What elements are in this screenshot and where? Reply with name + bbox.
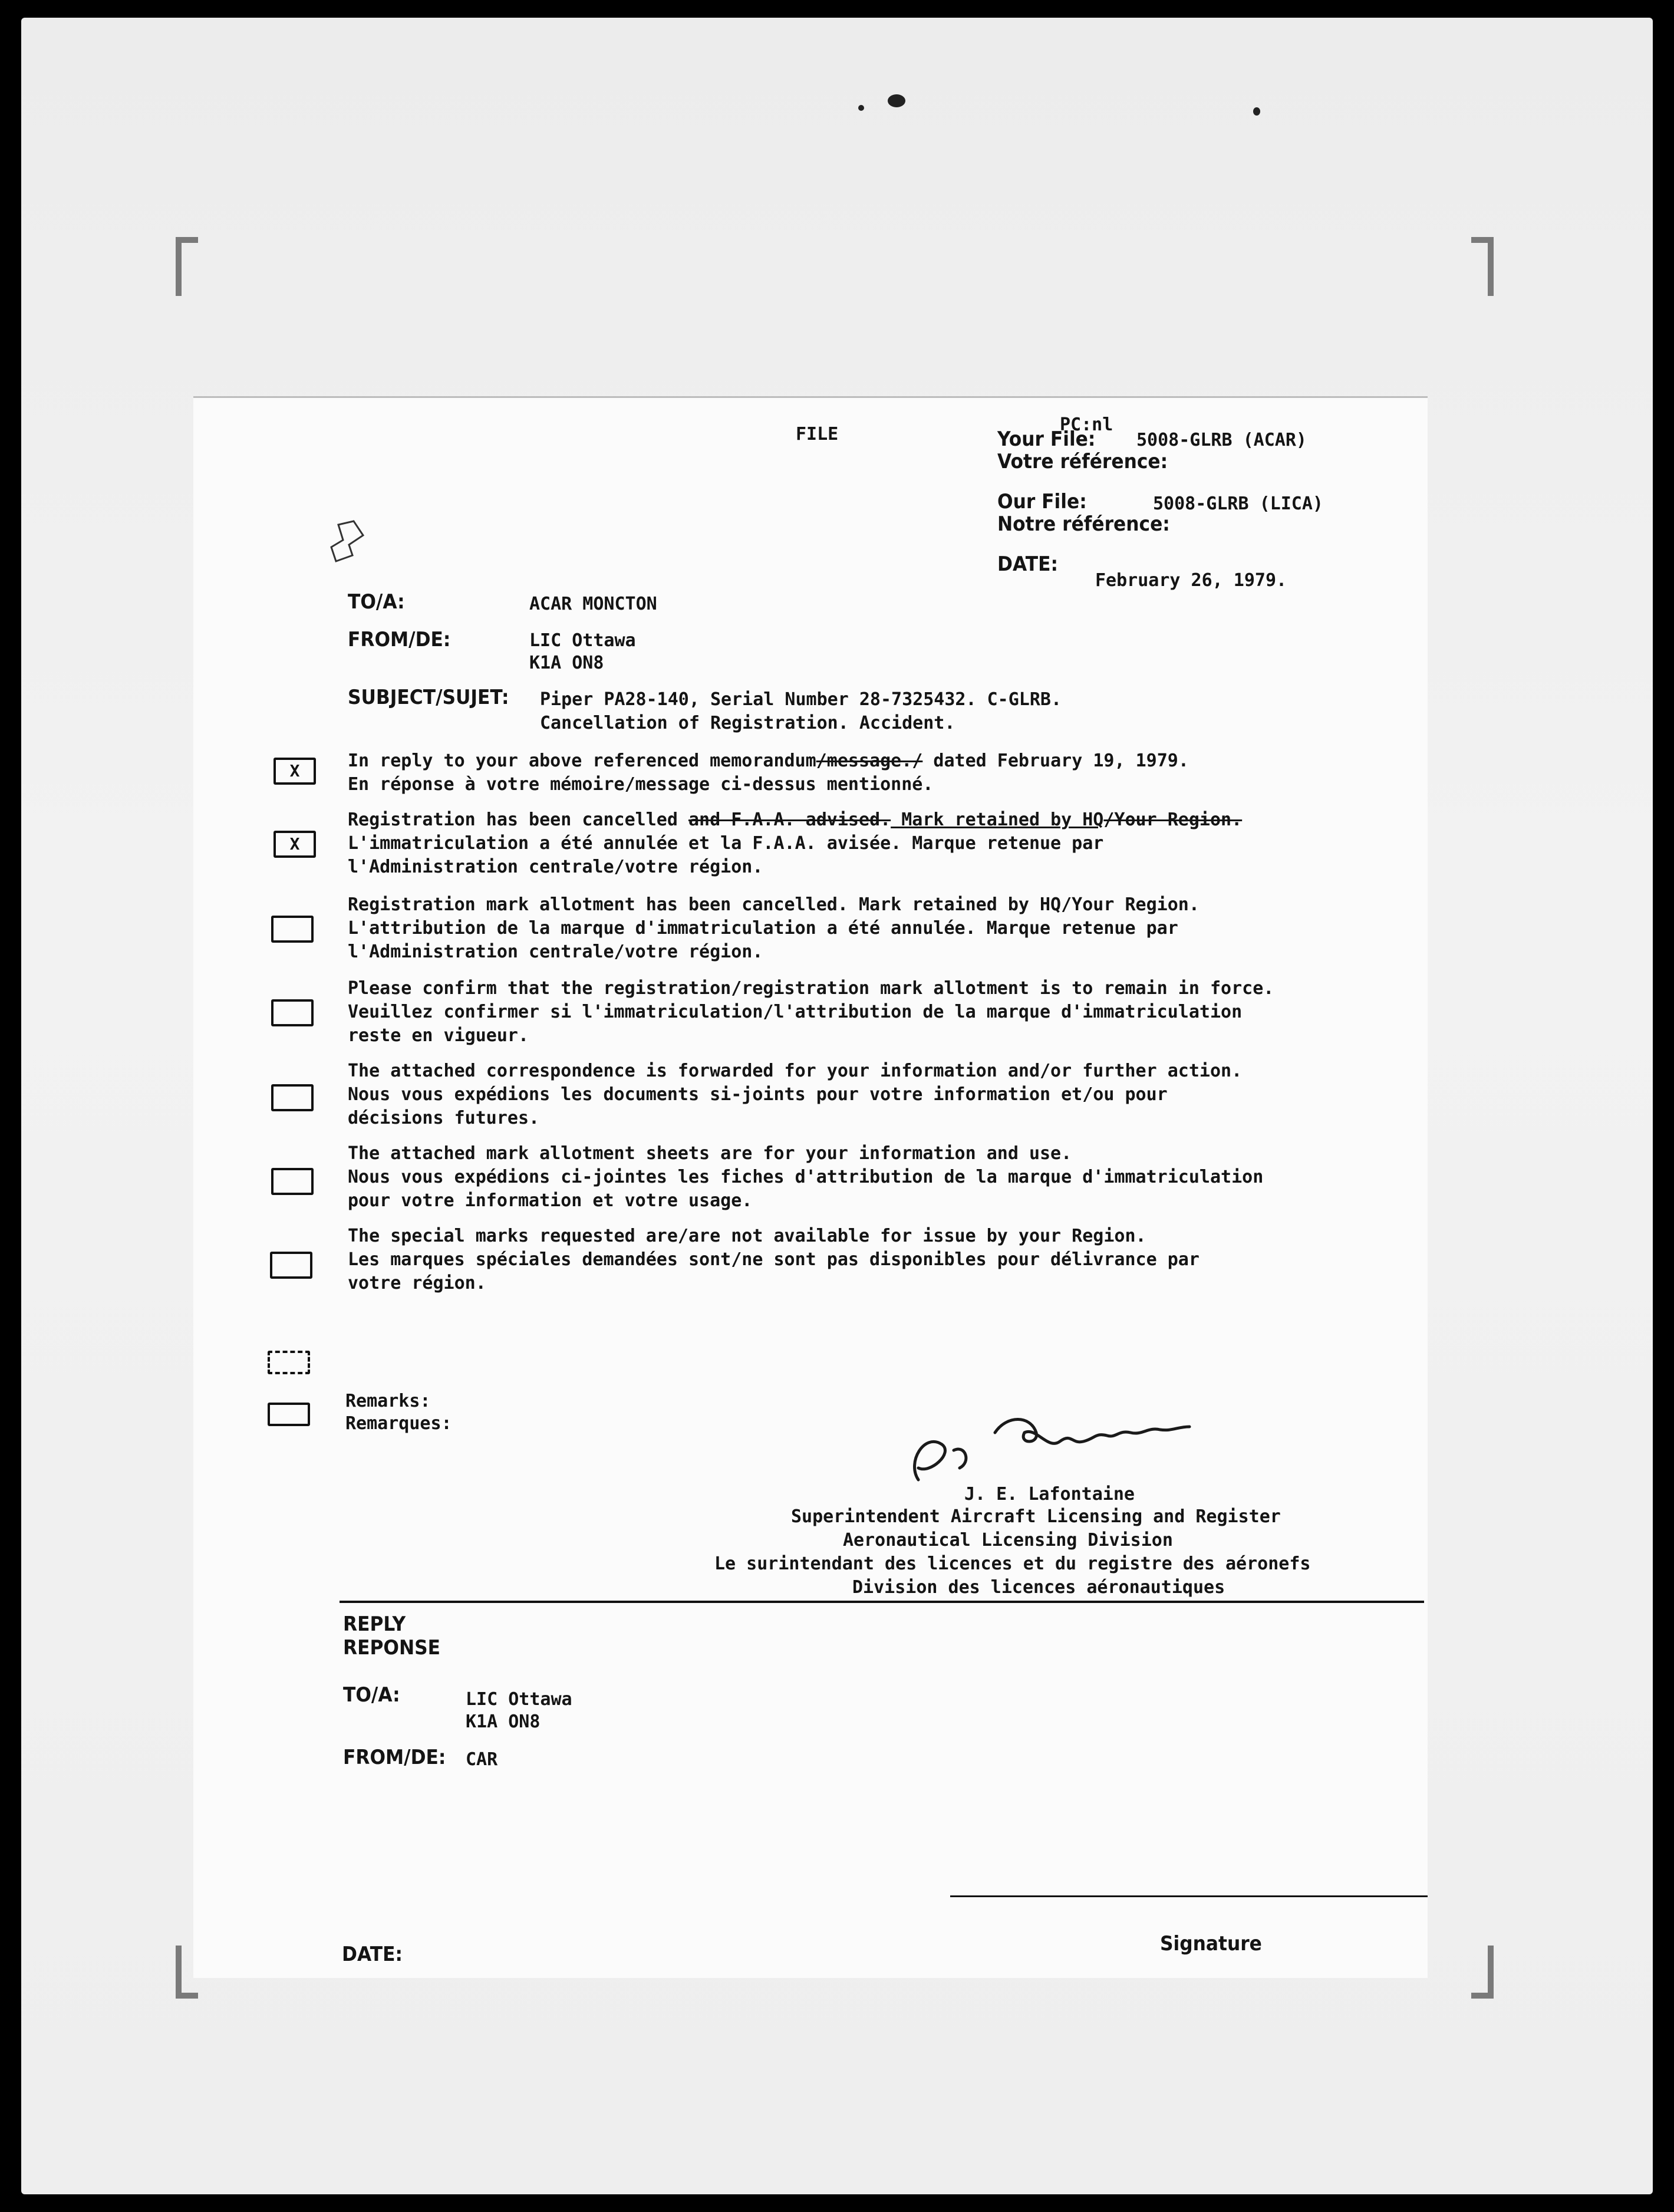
item-text-fr: reste en vigueur. [348,1025,529,1046]
item-text-fr: décisions futures. [348,1108,540,1128]
signature-label: Signature [1160,1932,1262,1956]
checkbox-special-marks[interactable] [270,1252,312,1279]
item-text-fr: pour votre information et votre usage. [348,1190,753,1211]
signatory-title-1: Superintendent Aircraft Licensing and Register [791,1506,1281,1527]
checkbox-correspondence-forwarded[interactable] [271,1084,314,1111]
handwritten-signature [883,1409,1201,1492]
your-file-value: 5008-GLRB (ACAR) [1136,430,1307,450]
from-line-2: K1A ON8 [529,653,604,673]
reply-to-line-1: LIC Ottawa [466,1689,572,1710]
memo-page [193,396,1428,1978]
item-text: Registration mark allotment has been cancelled. Mark retained by HQ/Your Region. [348,894,1200,915]
item-text-fr: Nous vous expédions les documents si-joints pour votre information et/ou pour [348,1084,1168,1105]
reply-to-line-2: K1A ON8 [466,1711,541,1732]
reply-from-label: FROM/DE: [343,1746,446,1769]
paper-clip-mark [325,519,367,566]
item-registration-cancelled [348,808,1242,879]
reply-label: REPLY [343,1612,406,1636]
votre-reference-label: Votre référence: [997,450,1168,473]
item-text: Please confirm that the registration/registration mark allotment is to remain in force. [348,978,1274,999]
checkbox-mark-allotment-cancelled[interactable] [271,916,314,943]
signatory-title-3: Le surintendant des licences et du registre des aéronefs [714,1553,1311,1574]
scan-speck [858,105,864,111]
item-allotment-sheets [348,1142,1263,1213]
from-line-1: LIC Ottawa [529,630,636,651]
crop-mark-top-right [1471,237,1494,296]
subject-line-1: Piper PA28-140, Serial Number 28-7325432. C-GLRB. [540,689,1062,710]
signature-line [950,1895,1428,1897]
signatory-title-2: Aeronautical Licensing Division [843,1530,1173,1551]
struck-text: /Your Region. [1103,809,1243,830]
date-label: DATE: [997,552,1058,576]
item-text: The special marks requested are/are not available for issue by your Region. [348,1226,1146,1246]
item-reply-memorandum [348,749,1189,796]
reponse-label: REPONSE [343,1636,441,1660]
checkbox-reply-memorandum[interactable]: X [273,758,316,785]
item-mark-allotment-cancelled [348,893,1200,964]
item-text-fr: l'Administration centrale/votre région. [348,942,763,962]
item-confirm-registration [348,977,1274,1048]
item-text-fr: l'Administration centrale/votre région. [348,857,763,877]
item-text: Registration has been cancelled [348,809,688,830]
signatory-name: J. E. Lafontaine [964,1484,1135,1505]
reply-divider [340,1601,1424,1603]
your-file-label: Your File: [997,427,1096,451]
reply-date-label: DATE: [342,1943,403,1966]
item-text-fr: En réponse à votre mémoire/message ci-dessus mentionné. [348,774,934,795]
item-text-fr: Nous vous expédions ci-jointes les fiches d'attribution de la marque d'immatriculation [348,1167,1264,1187]
crop-mark-bottom-right [1471,1946,1494,1999]
file-label: FILE [796,424,839,445]
subject-label: SUBJECT/SUJET: [348,686,509,709]
scan-speck [888,94,905,107]
item-text: The attached mark allotment sheets are for your information and use. [348,1143,1072,1164]
reply-from-value: CAR [466,1749,498,1770]
checkbox-remarks[interactable] [268,1403,310,1426]
subject-line-2: Cancellation of Registration. Accident. [540,713,955,733]
item-special-marks [348,1224,1200,1295]
to-label: TO/A: [348,590,405,614]
scan-speck [1253,107,1260,116]
item-text: The attached correspondence is forwarded for your information and/or further action. [348,1061,1243,1081]
notre-reference-label: Notre référence: [997,512,1170,536]
item-text-fr: L'immatriculation a été annulée et la F.A.A. avisée. Marque retenue par [348,833,1104,854]
underlined-text: Mark retained by HQ [891,809,1104,830]
item-text-fr: L'attribution de la marque d'immatriculation a été annulée. Marque retenue par [348,918,1178,939]
crop-mark-top-left [176,237,198,296]
date-value: February 26, 1979. [1095,570,1287,591]
checkbox-registration-cancelled[interactable]: X [273,831,316,858]
signatory-title-4: Division des licences aéronautiques [852,1577,1225,1598]
item-text-fr: Les marques spéciales demandées sont/ne sont pas disponibles pour délivrance par [348,1249,1200,1270]
checkbox-confirm-registration[interactable] [271,999,314,1026]
remarques-label: Remarques: [345,1413,452,1434]
pc-reference: PC:nl [1060,414,1113,435]
item-text-fr: Veuillez confirmer si l'immatriculation/l'attribution de la marque d'immatriculation [348,1002,1243,1022]
checkbox-blank[interactable] [268,1351,310,1374]
to-value: ACAR MONCTON [529,594,657,614]
struck-text: /message./ [816,750,923,771]
item-text: In reply to your above referenced memorandum [348,750,816,771]
item-correspondence-forwarded [348,1059,1242,1130]
checkbox-allotment-sheets[interactable] [271,1168,314,1195]
remarks-label: Remarks: [345,1391,431,1411]
struck-text: and F.A.A. advised. [688,809,891,830]
reply-to-label: TO/A: [343,1683,400,1707]
our-file-label: Our File: [997,490,1087,514]
item-text-fr: votre région. [348,1273,486,1293]
from-label: FROM/DE: [348,628,451,651]
our-file-value: 5008-GLRB (LICA) [1153,493,1323,514]
item-text: dated February 19, 1979. [922,750,1189,771]
